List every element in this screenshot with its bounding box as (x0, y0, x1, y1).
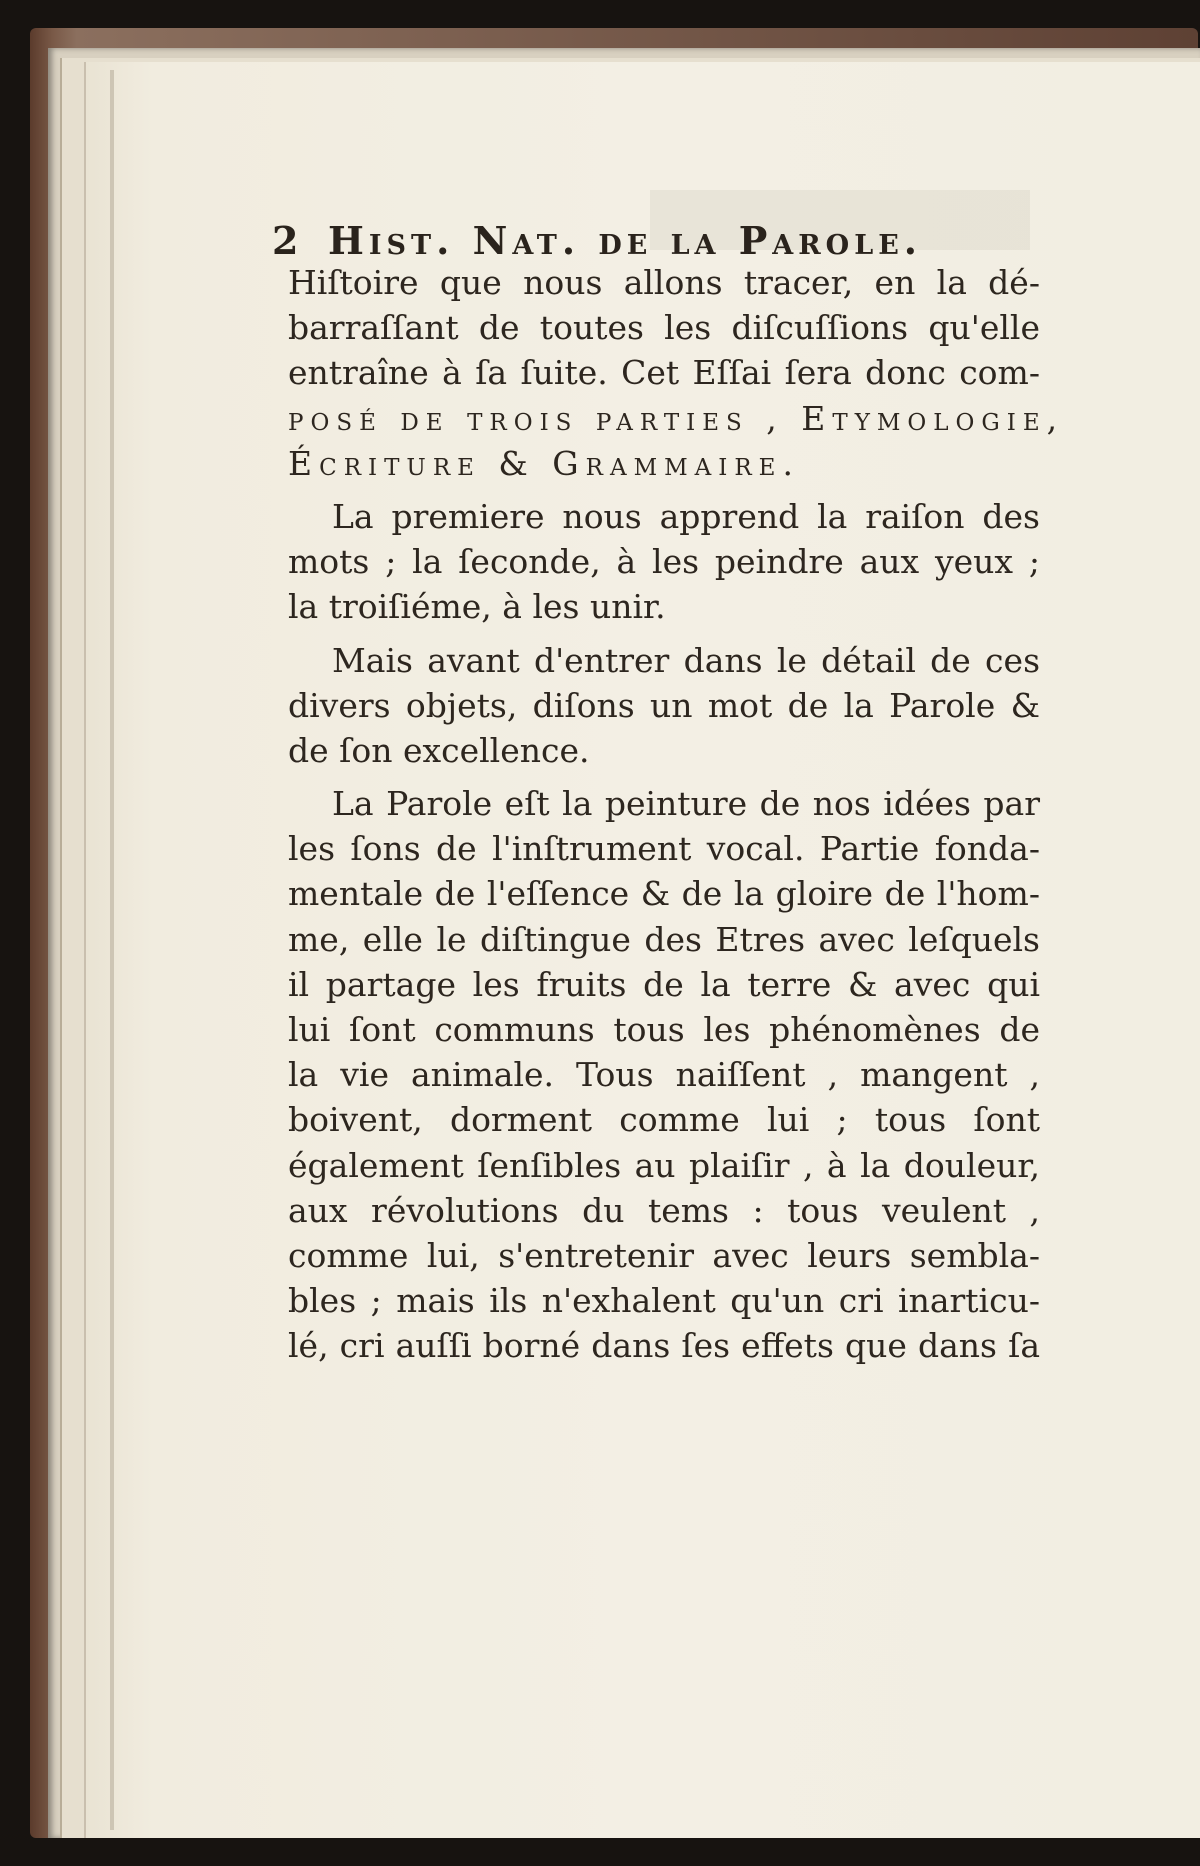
body-text (288, 260, 1065, 1369)
paragraph-start: La Parole eſt la peinture de nos idées par (332, 784, 1040, 824)
text-line: les ſons de l'inſtrument vocal. Partie fonda- (288, 829, 1040, 869)
paragraph-start: Mais avant d'entrer dans le détail de ces (332, 640, 1040, 680)
paragraph-start: La premiere nous apprend la raiſon des (332, 496, 1040, 536)
text-line: il partage les fruits de la terre & avec qui (288, 964, 1040, 1004)
text-line: barraſſant de toutes les diſcuſſions qu'elle (288, 308, 1040, 348)
text-line: divers objets, diſons un mot de la Parole & (288, 685, 1040, 725)
text-line: de ſon excellence. (288, 730, 590, 770)
running-head: Hist. Nat. de la Parole. (328, 218, 922, 263)
text-line: lé, cri auſſi borné dans ſes effets que dans ſa (288, 1326, 1040, 1366)
text-line: entraîne à ſa ſuite. Cet Eſſai ſera donc com- (288, 353, 1040, 393)
page-number: 2 (272, 218, 299, 263)
text-line: Écriture & Grammaire. (288, 443, 800, 483)
text-line: mots ; la ſeconde, à les peindre aux yeux ; (288, 542, 1040, 582)
text-line: comme lui, s'entretenir avec leurs sembla- (288, 1235, 1040, 1275)
text-line: la vie animale. Tous naiſſent , mangent , (288, 1055, 1040, 1095)
text-line: également ſenſibles au plaiſir , à la douleur, (288, 1145, 1040, 1185)
text-line: lui ſont communs tous les phénomènes de (288, 1010, 1040, 1049)
text-line: mentale de l'eſſence & de la gloire de l'hom- (288, 874, 1040, 914)
text-line: poſé de trois parties , Etymologie, (288, 398, 1065, 438)
text-line: la troiſiéme, à les unir. (288, 587, 666, 627)
text-line: aux révolutions du tems : tous veulent , (288, 1190, 1040, 1230)
page-gutter (110, 70, 114, 1830)
text-line: me, elle le diſtingue des Etres avec leſquels (288, 919, 1040, 959)
text-line: Hiſtoire que nous allons tracer, en la dé- (288, 263, 1040, 302)
text-line: boivent, dorment comme lui ; tous ſont (288, 1100, 1040, 1140)
text-line: bles ; mais ils n'exhalent qu'un cri inarticu- (288, 1281, 1040, 1321)
